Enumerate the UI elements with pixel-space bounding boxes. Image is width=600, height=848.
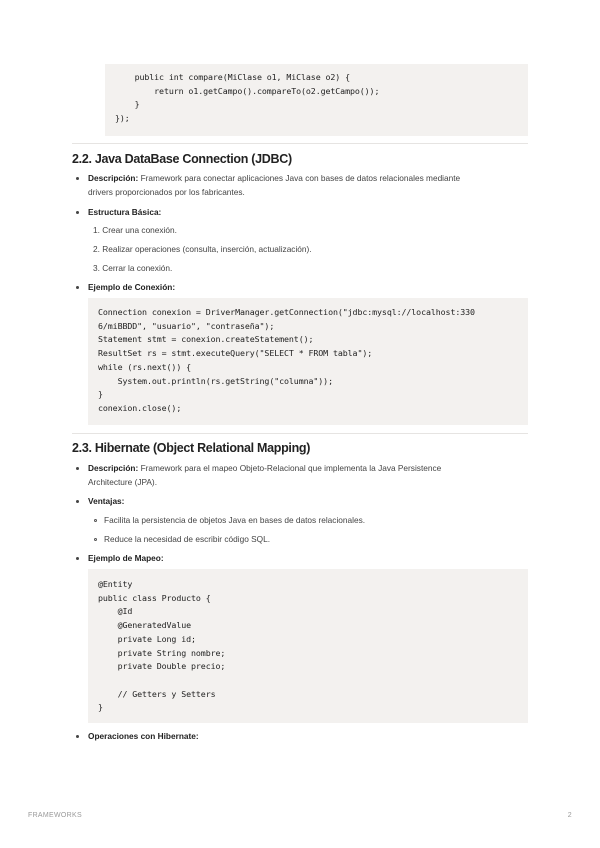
bullet — [76, 467, 79, 470]
bullet — [76, 177, 79, 180]
label: Ejemplo de Mapeo: — [88, 553, 164, 563]
code-block-comparator — [105, 64, 528, 136]
step-1: 1. Crear una conexión. — [93, 225, 177, 235]
code-text: Connection conexion = DriverManager.getConnection("jdbc:mysql://localhost:330 6/miBBDD", "usuario", "contraseña"); Statement stmt = conexion.createStatement(); ResultSet rs = stmt.executeQuery("SELECT * FROM tabla"); while (rs.next()) { System.out.println(rs.getString("columna")); } conexion.close(); — [98, 307, 475, 413]
label: Ventajas: — [88, 496, 125, 506]
label: Estructura Básica: — [88, 207, 162, 217]
step-2: 2. Realizar operaciones (consulta, inserción, actualización). — [93, 244, 312, 254]
advantages-label — [88, 494, 124, 508]
divider — [72, 143, 528, 144]
example-label — [88, 280, 175, 294]
step-3: 3. Cerrar la conexión. — [93, 263, 173, 273]
advantage-2: Reduce la necesidad de escribir código SQL. — [104, 534, 271, 544]
label: Ejemplo de Conexión: — [88, 282, 176, 292]
sub-bullet — [94, 538, 97, 541]
section-heading-jdbc: 2.2. Java DataBase Connection (JDBC) — [72, 152, 292, 166]
code-text: @Entity public class Producto { @Id @GeneratedValue private Long id; private String nombre; private Double precio; // Getters y Setters } — [98, 579, 226, 713]
section-heading-hibernate: 2.3. Hibernate (Object Relational Mapping) — [72, 441, 311, 455]
footer-title: FRAMEWORKS — [28, 812, 82, 819]
jdbc-description — [88, 171, 528, 199]
code-block-jdbc — [88, 298, 528, 425]
bullet — [76, 211, 79, 214]
mapping-example-label — [88, 551, 164, 565]
label: Operaciones con Hibernate: — [88, 731, 199, 741]
desc-label: Descripción: — [88, 173, 139, 183]
bullet — [76, 557, 79, 560]
desc-label: Descripción: — [88, 463, 139, 473]
divider — [72, 433, 528, 434]
desc-text-cont: Architecture (JPA). — [88, 477, 158, 487]
page-number: 2 — [567, 812, 572, 819]
bullet — [76, 286, 79, 289]
bullet — [76, 735, 79, 738]
hibernate-description — [88, 461, 528, 489]
advantage-1: Facilita la persistencia de objetos Java en bases de datos relacionales. — [104, 515, 366, 525]
desc-text: Framework para conectar aplicaciones Java con bases de datos relacionales mediante — [138, 173, 461, 183]
sub-bullet — [94, 519, 97, 522]
code-text: public int compare(MiClase o1, MiClase o2) { return o1.getCampo().compareTo(o2.getCampo()); } }); — [115, 72, 380, 124]
code-block-hibernate — [88, 569, 528, 723]
desc-text: Framework para el mapeo Objeto-Relacional que implementa la Java Persistence — [138, 463, 442, 473]
desc-text-cont: drivers proporcionados por los fabricantes. — [88, 187, 245, 197]
bullet — [76, 500, 79, 503]
operations-label — [88, 729, 199, 743]
structure-label — [88, 205, 161, 219]
